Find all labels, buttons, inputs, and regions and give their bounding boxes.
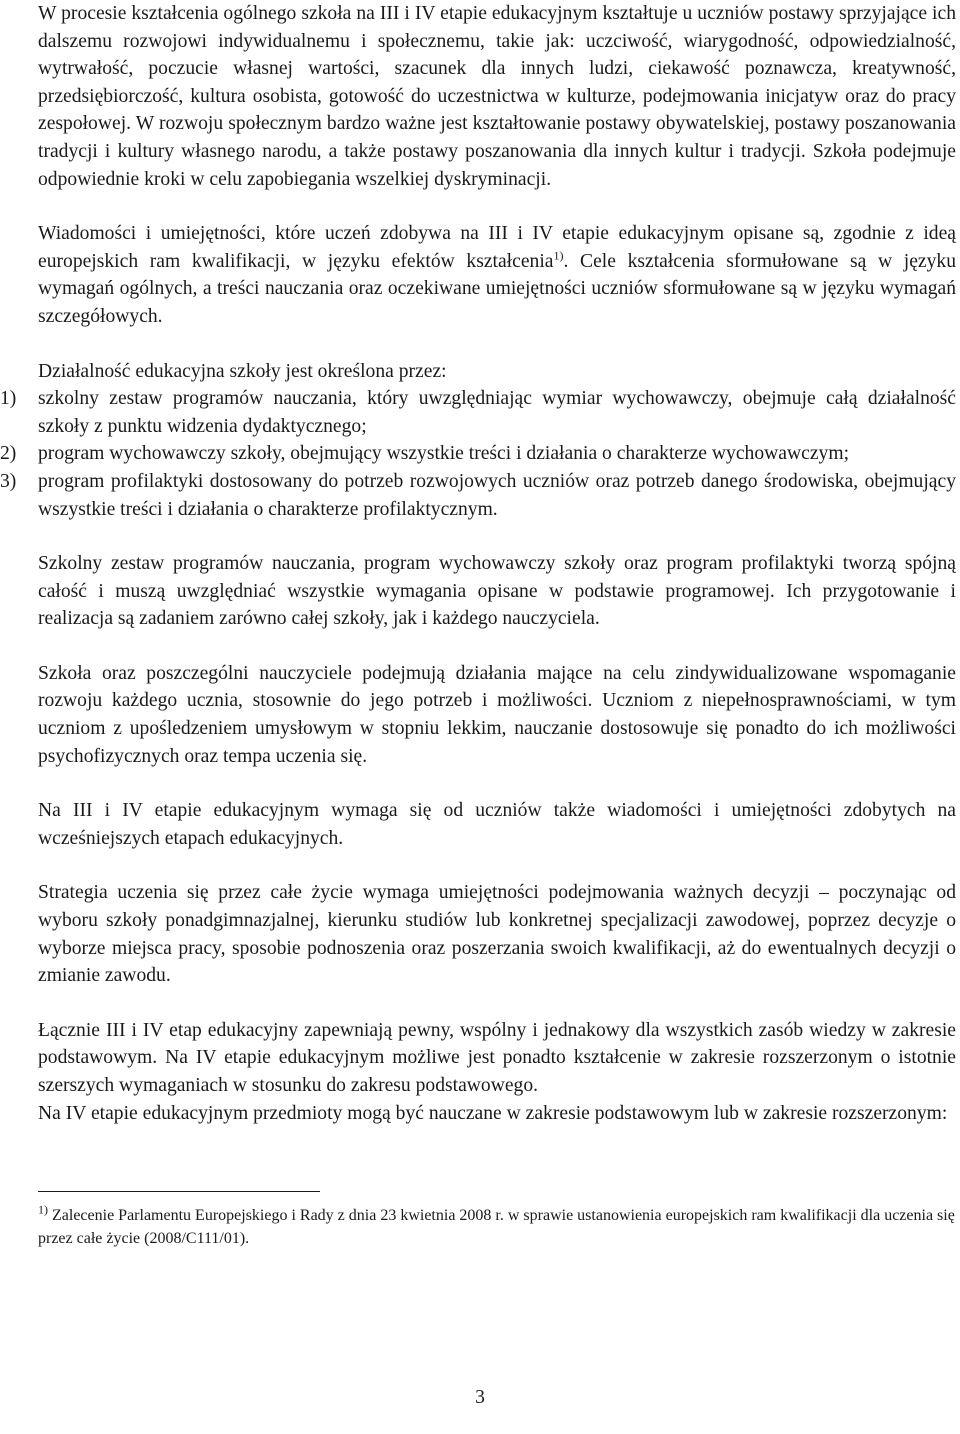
paragraph-knowledge-skills-text-a: Wiadomości i umiejętności, które uczeń zdobywa na III i IV etapie edukacyjnym opisane są, zgodnie z ideą europejskich ram kwalifikacji, w języku efektów kształcenia <box>38 223 956 272</box>
paragraph-activity-intro: Działalność edukacyjna szkoły jest określona przez: <box>38 360 447 382</box>
list-item-number: 3) <box>0 470 17 492</box>
paragraph-attitudes: W procesie kształcenia ogólnego szkoła na III i IV etapie edukacyjnym kształtuje u uczniów postawy sprzyjające ich dalszemu rozwojowi indywidualnemu i społecznemu, takie jak: uczciwość, wiarygodność, odpowiedzialność, wytrwałość, poczucie własnej wartości, szacunek dla innych ludzi, ciekawość poznawcza, kreatywność, przedsiębiorczość, kultura osobista, gotowość do uczestnictwa w kulturze, podejmowania inicjatyw oraz do pracy zespołowej. W rozwoju społecznym bardzo ważne jest kształtowanie postawy obywatelskiej, postawy poszanowania tradycji i kultury własnego narodu, a także postawy poszanowania dla innych kultur i tradycji. Szkoła podejmuje odpowiednie kroki w celu zapobiegania wszelkiej dyskryminacji. <box>38 3 956 190</box>
footnote <box>38 1204 956 1250</box>
list-item <box>0 468 956 523</box>
paragraph-individualization: Szkoła oraz poszczególni nauczyciele podejmują działania mające na celu zindywidualizowane wspomaganie rozwoju każdego ucznia, stosownie do jego potrzeb i możliwości. Uczniom z niepełnosprawnościami, w tym uczniom z upośledzeniem umysłowym w stopniu lekkim, nauczanie dostosowuje się ponadto do ich możliwości psychofizycznych oraz tempa uczenia się. <box>38 662 956 767</box>
list-item-text: program profilaktyki dostosowany do potrzeb rozwojowych uczniów oraz potrzeb danego środowiska, obejmujący wszystkie treści i działania o charakterze profilaktycznym. <box>38 470 956 520</box>
list-item <box>0 385 956 440</box>
footnote-reference: 1) <box>553 248 564 263</box>
paragraph-lifelong-learning: Strategia uczenia się przez całe życie wymaga umiejętności podejmowania ważnych decyzji – poczynając od wyboru szkoły ponadgimnazjalnej, kierunku studiów lub konkretnej specjalizacji zawodowej, poprzez decyzje o wyborze miejsca pracy, sposobie podnoszenia oraz poszerzania swoich kwalifikacji, aż do ewentualnych decyzji o zmianie zawodu. <box>38 882 956 987</box>
paragraph-knowledge-skills-text-b: . Cele kształcenia sformułowane są w języku wymagań ogólnych, a treści nauczania oraz oczekiwane umiejętności uczniów sformułowane są w języku wymagań szczegółowych. <box>38 250 956 327</box>
footnote-text: Zalecenie Parlamentu Europejskiego i Rady z dnia 23 kwietnia 2008 r. w sprawie ustanowienia europejskich ram kwalifikacji dla uczenia się przez całe życie (2008/C111/01). <box>38 1207 955 1248</box>
paragraph-subjects-scope: Na IV etapie edukacyjnym przedmioty mogą być nauczane w zakresie podstawowym lub w zakresie rozszerzonym: <box>38 1102 948 1124</box>
list-item-text: szkolny zestaw programów nauczania, który uwzględniając wymiar wychowawczy, obejmuje całą działalność szkoły z punktu widzenia dydaktycznego; <box>38 388 956 437</box>
list-item-number: 2) <box>0 443 17 465</box>
paragraph-prior-knowledge: Na III i IV etapie edukacyjnym wymaga się od uczniów także wiadomości i umiejętności zdobytych na wcześniejszych etapach edukacyjnych. <box>38 800 956 849</box>
list-item-number: 1) <box>0 388 17 410</box>
paragraph-programs: Szkolny zestaw programów nauczania, program wychowawczy szkoły oraz program profilaktyki tworzą spójną całość i muszą uwzględniać wszystkie wymagania opisane w podstawie programowej. Ich przygotowanie i realizacja są zadaniem zarówno całej szkoły, jak i każdego nauczyciela. <box>38 553 956 630</box>
activity-list <box>0 385 956 523</box>
footnote-divider <box>38 1191 320 1192</box>
paragraph-scope: Łącznie III i IV etap edukacyjny zapewniają pewny, wspólny i jednakowy dla wszystkich zasób wiedzy w zakresie podstawowym. Na IV etapie edukacyjnym możliwe jest ponadto kształcenie w zakresie rozszerzonym o istotnie szerszych wymaganiach w stosunku do zakresu podstawowego. <box>38 1019 956 1096</box>
list-item-text: program wychowawczy szkoły, obejmujący wszystkie treści i działania o charakterze wychowawczym; <box>38 443 850 465</box>
footnote-marker: 1) <box>38 1202 48 1217</box>
page-number: 3 <box>475 1387 485 1408</box>
paragraph-knowledge-skills <box>38 220 956 330</box>
list-item <box>0 440 956 468</box>
